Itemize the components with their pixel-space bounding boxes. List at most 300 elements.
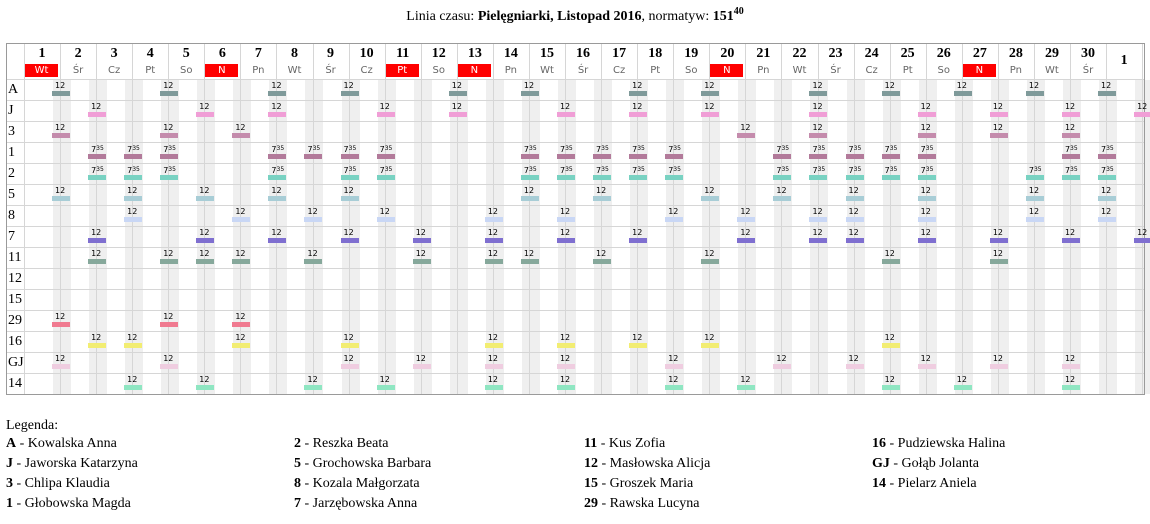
shift-bar[interactable] [485, 343, 503, 348]
shift-label: $7^{35}$ [668, 166, 681, 175]
shift-bar[interactable] [268, 112, 286, 117]
shift-bar[interactable] [557, 154, 575, 159]
legend-code: 5 [294, 456, 301, 471]
shift-bar[interactable] [377, 175, 395, 180]
shift-bar[interactable] [232, 259, 250, 264]
shift-bar[interactable] [557, 175, 575, 180]
shift-bar[interactable] [124, 196, 142, 201]
legend-item [294, 476, 420, 492]
row-label: 11 [8, 250, 22, 265]
shift-bar[interactable] [665, 217, 683, 222]
shift-bar[interactable] [485, 217, 503, 222]
shift-bar[interactable] [629, 343, 647, 348]
shift-label: 12 [343, 186, 354, 195]
day-number: 23 [828, 46, 843, 61]
shift-label: 12 [523, 186, 535, 195]
shift-bar[interactable] [665, 175, 683, 180]
shift-bar[interactable] [232, 343, 250, 348]
shift-bar[interactable] [341, 238, 359, 243]
shift-label: $7^{35}$ [91, 145, 104, 154]
shift-bar[interactable] [629, 91, 647, 96]
shift-bar[interactable] [377, 385, 395, 390]
shift-bar[interactable] [196, 385, 214, 390]
row-label: 15 [8, 292, 22, 307]
shift-bar[interactable] [593, 196, 611, 201]
shift-label-sup: 35 [1033, 166, 1042, 173]
shift-bar[interactable] [773, 364, 791, 369]
shift-label: 12 [1101, 186, 1112, 195]
shift-label: $7^{35}$ [596, 145, 609, 154]
shift-label: $7^{35}$ [1101, 166, 1114, 175]
shift-label: 12 [559, 228, 571, 237]
shift-bar[interactable] [557, 238, 575, 243]
shift-bar[interactable] [809, 91, 827, 96]
weekday-label: Cz [108, 65, 121, 76]
shift-bar[interactable] [1026, 217, 1044, 222]
shift-bar[interactable] [629, 154, 647, 159]
shift-bar[interactable] [124, 175, 142, 180]
shift-bar[interactable] [954, 385, 972, 390]
shift-bar[interactable] [160, 259, 178, 264]
shift-label: 12 [920, 186, 931, 195]
shift-label: 12 [776, 354, 787, 363]
shift-label: 12 [776, 186, 787, 195]
shift-bar[interactable] [557, 217, 575, 222]
shift-bar[interactable] [1134, 112, 1150, 117]
shift-bar[interactable] [918, 175, 936, 180]
shift-label: $7^{35}$ [559, 145, 573, 154]
legend-code: 8 [294, 476, 301, 491]
shift-bar[interactable] [160, 91, 178, 96]
day-number: 13 [467, 46, 482, 61]
shift-bar[interactable] [846, 154, 864, 159]
shift-bar[interactable] [918, 364, 936, 369]
shift-bar[interactable] [882, 154, 900, 159]
shift-label: 12 [415, 228, 426, 237]
shift-label: $7^{35}$ [1064, 145, 1078, 154]
shift-bar[interactable] [737, 385, 755, 390]
shift-label-sup: 35 [384, 145, 393, 152]
legend-title: Legenda: [6, 418, 59, 433]
shift-bar[interactable] [268, 196, 286, 201]
shift-bar[interactable] [918, 112, 936, 117]
row-label: GJ [8, 355, 24, 370]
shift-bar[interactable] [809, 154, 827, 159]
title-prefix: Linia czasu: [406, 9, 478, 24]
shift-bar[interactable] [304, 217, 322, 222]
shift-bar[interactable] [593, 175, 611, 180]
shift-label: 12 [848, 207, 859, 216]
shift-bar[interactable] [701, 112, 719, 117]
shift-bar[interactable] [990, 133, 1008, 138]
shift-bar[interactable] [160, 364, 178, 369]
shift-bar[interactable] [882, 259, 900, 264]
shift-bar[interactable] [846, 364, 864, 369]
shift-bar[interactable] [557, 112, 575, 117]
shift-label: 12 [271, 186, 282, 195]
shift-label: 12 [415, 354, 426, 363]
weekday-label: Wt [287, 65, 302, 76]
shift-bar[interactable] [268, 238, 286, 243]
day-number: 9 [327, 46, 335, 61]
shift-label: 12 [127, 333, 138, 342]
shift-bar[interactable] [196, 259, 214, 264]
shift-bar[interactable] [377, 217, 395, 222]
shift-label: 12 [343, 354, 354, 363]
shift-bar[interactable] [1026, 175, 1044, 180]
shift-bar[interactable] [88, 112, 106, 117]
shift-bar[interactable] [1062, 385, 1080, 390]
legend-item [6, 496, 131, 512]
shift-label: $7^{35}$ [668, 145, 681, 154]
day-number: 28 [1008, 46, 1023, 61]
shift-bar[interactable] [521, 154, 539, 159]
shift-label: $7^{35}$ [271, 145, 285, 154]
shift-label-sup: 35 [601, 166, 609, 173]
shift-bar[interactable] [557, 364, 575, 369]
shift-bar[interactable] [665, 154, 683, 159]
shift-bar[interactable] [1062, 364, 1080, 369]
shift-bar[interactable] [918, 217, 936, 222]
shift-bar[interactable] [773, 175, 791, 180]
weekday-label: Wt [1045, 65, 1059, 76]
day-number: 29 [1044, 46, 1059, 61]
shift-bar[interactable] [341, 364, 359, 369]
shift-bar[interactable] [304, 259, 322, 264]
shift-bar[interactable] [593, 259, 611, 264]
shift-bar[interactable] [341, 343, 359, 348]
weekday-label: Cz [360, 65, 373, 76]
shift-label: 12 [235, 312, 246, 321]
shift-bar[interactable] [124, 154, 142, 159]
shift-label: 12 [379, 375, 390, 384]
shift-bar[interactable] [52, 364, 70, 369]
shift-label-sup: 35 [925, 166, 934, 173]
shift-label: $7^{35}$ [271, 166, 285, 175]
shift-bar[interactable] [1062, 133, 1080, 138]
shift-label: 12 [1064, 102, 1076, 111]
shift-label-sup: 35 [529, 166, 537, 173]
shift-bar[interactable] [196, 238, 214, 243]
shift-label-sup: 35 [384, 166, 393, 173]
shift-bar[interactable] [485, 385, 503, 390]
shift-bar[interactable] [521, 175, 539, 180]
shift-bar[interactable] [809, 112, 827, 117]
shift-label: $7^{35}$ [848, 145, 862, 154]
shift-label-sup: 35 [96, 166, 104, 173]
shift-bar[interactable] [701, 91, 719, 96]
shift-bar[interactable] [521, 259, 539, 264]
weekday-label: So [937, 65, 950, 76]
shift-bar[interactable] [124, 385, 142, 390]
shift-label: 12 [956, 375, 967, 384]
legend-name: - Kozala Małgorzata [301, 476, 420, 491]
shift-bar[interactable] [52, 133, 70, 138]
shift-bar[interactable] [1026, 91, 1044, 96]
shift-label: $7^{35}$ [307, 145, 321, 154]
shift-label: 12 [884, 81, 895, 90]
row-label: 5 [8, 187, 15, 202]
shift-bar[interactable] [701, 343, 719, 348]
shift-bar[interactable] [918, 154, 936, 159]
row-label: 16 [8, 334, 22, 349]
shift-label-sup: 35 [132, 145, 140, 152]
shift-bar[interactable] [304, 154, 322, 159]
shift-bar[interactable] [124, 217, 142, 222]
weekday-label: Śr [325, 65, 336, 76]
shift-bar[interactable] [88, 154, 106, 159]
shift-bar[interactable] [521, 196, 539, 201]
shift-bar[interactable] [882, 175, 900, 180]
shift-label: 12 [740, 207, 751, 216]
shift-bar[interactable] [846, 175, 864, 180]
shift-bar[interactable] [196, 196, 214, 201]
shift-bar[interactable] [88, 175, 106, 180]
shift-label: 12 [235, 123, 246, 132]
shift-bar[interactable] [593, 154, 611, 159]
shift-label: 12 [163, 354, 174, 363]
shift-bar[interactable] [232, 322, 250, 327]
legend-name: - Masłowska Alicja [598, 456, 711, 471]
shift-label: $7^{35}$ [343, 145, 357, 154]
shift-label-sup: 35 [889, 166, 898, 173]
day-number: 22 [792, 46, 807, 61]
shift-bar[interactable] [1062, 154, 1080, 159]
shift-bar[interactable] [377, 154, 395, 159]
weekday-label: Wt [540, 65, 554, 76]
shift-bar[interactable] [882, 385, 900, 390]
day-number: 20 [720, 46, 735, 61]
shift-label: $7^{35}$ [920, 166, 934, 175]
shift-bar[interactable] [1026, 196, 1044, 201]
shift-label: 12 [884, 375, 895, 384]
shift-label: 12 [812, 81, 823, 90]
legend-code: 29 [584, 496, 598, 511]
weekday-label: Wt [792, 65, 807, 76]
shift-label: 12 [271, 102, 282, 111]
shift-bar[interactable] [882, 91, 900, 96]
shift-bar[interactable] [918, 196, 936, 201]
shift-bar[interactable] [124, 343, 142, 348]
shift-bar[interactable] [88, 238, 106, 243]
legend-code: J [6, 456, 13, 471]
legend-item [584, 496, 699, 512]
shift-bar[interactable] [1098, 217, 1116, 222]
shift-label: 12 [307, 249, 318, 258]
shift-label: 12 [559, 333, 571, 342]
shift-bar[interactable] [485, 364, 503, 369]
legend-name: - Kowalska Anna [16, 436, 117, 451]
shift-label-sup: 35 [565, 145, 573, 152]
shift-label-sup: 35 [276, 145, 285, 152]
shift-bar[interactable] [160, 175, 178, 180]
shift-label: $7^{35}$ [884, 145, 898, 154]
shift-label: 12 [271, 228, 282, 237]
shift-label: 12 [451, 81, 462, 90]
weekday-label: Pt [902, 65, 913, 76]
shift-bar[interactable] [809, 175, 827, 180]
weekday-label: Pn [504, 65, 517, 76]
shift-bar[interactable] [665, 364, 683, 369]
shift-bar[interactable] [954, 91, 972, 96]
shift-bar[interactable] [413, 259, 431, 264]
shift-label: 12 [487, 375, 499, 384]
shift-bar[interactable] [160, 133, 178, 138]
shift-bar[interactable] [449, 112, 467, 117]
shift-bar[interactable] [629, 112, 647, 117]
shift-label-sup: 35 [637, 166, 645, 173]
shift-bar[interactable] [737, 238, 755, 243]
shift-label-sup: 35 [1106, 145, 1114, 152]
shift-bar[interactable] [377, 112, 395, 117]
shift-label: 12 [992, 123, 1003, 132]
shift-bar[interactable] [918, 238, 936, 243]
shift-bar[interactable] [52, 196, 70, 201]
shift-bar[interactable] [341, 196, 359, 201]
shift-bar[interactable] [1098, 154, 1116, 159]
shift-label-sup: 35 [673, 166, 681, 173]
shift-label: 12 [55, 186, 66, 195]
shift-bar[interactable] [990, 238, 1008, 243]
shift-label: 12 [920, 354, 931, 363]
shift-bar[interactable] [846, 238, 864, 243]
shift-label: 12 [848, 186, 859, 195]
shift-bar[interactable] [701, 259, 719, 264]
shift-bar[interactable] [232, 217, 250, 222]
shift-label-sup: 35 [601, 145, 609, 152]
shift-label: 12 [704, 81, 715, 90]
shift-bar[interactable] [413, 238, 431, 243]
shift-label-sup: 35 [889, 145, 898, 152]
day-number: 24 [864, 46, 879, 61]
shift-label: 12 [668, 207, 679, 216]
legend-name: - Rawska Lucyna [598, 496, 700, 511]
shift-label-sup: 35 [853, 166, 862, 173]
shift-label: 12 [848, 228, 859, 237]
shift-bar[interactable] [990, 364, 1008, 369]
shift-bar[interactable] [232, 133, 250, 138]
shift-label: $7^{35}$ [884, 166, 898, 175]
shift-bar[interactable] [88, 259, 106, 264]
shift-bar[interactable] [809, 238, 827, 243]
shift-label: 12 [199, 102, 210, 111]
shift-bar[interactable] [304, 385, 322, 390]
shift-bar[interactable] [737, 217, 755, 222]
shift-bar[interactable] [809, 133, 827, 138]
shift-label: 12 [91, 249, 102, 258]
shift-bar[interactable] [268, 154, 286, 159]
shift-bar[interactable] [918, 133, 936, 138]
shift-bar[interactable] [557, 343, 575, 348]
legend-item [872, 456, 979, 472]
shift-label: 12 [884, 333, 895, 342]
shift-bar[interactable] [1134, 238, 1150, 243]
shift-bar[interactable] [629, 238, 647, 243]
shift-bar[interactable] [1098, 91, 1116, 96]
shift-bar[interactable] [88, 343, 106, 348]
legend-item [294, 456, 431, 472]
shift-label: 12 [992, 102, 1003, 111]
shift-label: 12 [343, 81, 354, 90]
shift-label-sup: 35 [168, 145, 176, 152]
shift-label: 12 [1101, 81, 1112, 90]
shift-bar[interactable] [485, 259, 503, 264]
shift-bar[interactable] [160, 322, 178, 327]
weekday-label: Pt [145, 65, 156, 76]
shift-bar[interactable] [701, 196, 719, 201]
shift-label: 12 [740, 375, 751, 384]
shift-bar[interactable] [413, 364, 431, 369]
shift-bar[interactable] [990, 112, 1008, 117]
shift-bar[interactable] [1062, 112, 1080, 117]
shift-bar[interactable] [341, 91, 359, 96]
shift-bar[interactable] [52, 91, 70, 96]
shift-bar[interactable] [1098, 196, 1116, 201]
shift-label: 12 [523, 81, 535, 90]
shift-label: 12 [920, 228, 931, 237]
shift-label: 12 [235, 333, 246, 342]
shift-bar[interactable] [773, 196, 791, 201]
legend-code: GJ [872, 456, 890, 471]
shift-bar[interactable] [846, 217, 864, 222]
shift-label: 12 [632, 333, 643, 342]
row-label: 12 [8, 271, 22, 286]
shift-bar[interactable] [882, 343, 900, 348]
weekday-label: Śr [72, 65, 84, 76]
shift-label: 12 [487, 228, 499, 237]
shift-bar[interactable] [1062, 238, 1080, 243]
shift-label: 12 [163, 123, 174, 132]
shift-bar[interactable] [846, 196, 864, 201]
shift-bar[interactable] [196, 112, 214, 117]
shift-bar[interactable] [557, 385, 575, 390]
shift-label: $7^{35}$ [776, 166, 790, 175]
shift-bar[interactable] [1098, 175, 1116, 180]
shift-bar[interactable] [485, 238, 503, 243]
shift-label: $7^{35}$ [1064, 166, 1078, 175]
shift-label: $7^{35}$ [1101, 145, 1114, 154]
shift-label: 12 [55, 354, 66, 363]
shift-bar[interactable] [665, 385, 683, 390]
shift-bar[interactable] [521, 91, 539, 96]
shift-bar[interactable] [341, 175, 359, 180]
shift-bar[interactable] [268, 175, 286, 180]
shift-bar[interactable] [990, 259, 1008, 264]
shift-bar[interactable] [1062, 175, 1080, 180]
shift-bar[interactable] [160, 154, 178, 159]
shift-bar[interactable] [737, 133, 755, 138]
legend-code: 14 [872, 476, 886, 491]
day-number: 30 [1081, 46, 1096, 61]
day-number: 17 [612, 46, 627, 61]
shift-label: 12 [127, 186, 138, 195]
weekday-label: So [180, 65, 193, 76]
shift-bar[interactable] [773, 154, 791, 159]
shift-bar[interactable] [52, 322, 70, 327]
shift-label: 12 [704, 102, 715, 111]
shift-label: 12 [812, 207, 823, 216]
shift-bar[interactable] [268, 91, 286, 96]
shift-bar[interactable] [809, 217, 827, 222]
day-number: 8 [290, 46, 298, 61]
shift-label: 12 [55, 81, 66, 90]
shift-bar[interactable] [341, 154, 359, 159]
shift-label: 12 [487, 333, 499, 342]
shift-bar[interactable] [449, 91, 467, 96]
shift-label: 12 [740, 123, 751, 132]
shift-bar[interactable] [629, 175, 647, 180]
shift-label: 12 [1064, 354, 1076, 363]
